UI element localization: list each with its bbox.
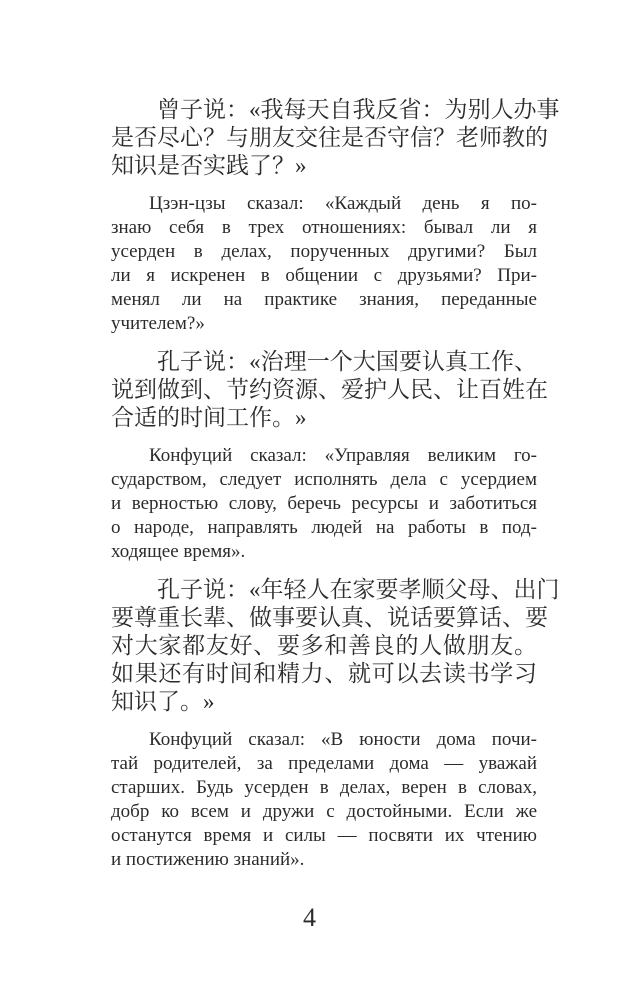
paragraph-ru-2 (111, 444, 537, 564)
paragraph-zh-2 (111, 348, 548, 432)
text-line: 知识是否实践了？» (111, 153, 307, 178)
text-line: 孔子说：«年轻人在家要孝顺父母、出门 (157, 577, 560, 602)
text-line: 曾子说：«我每天自我反省：为别人办事 (157, 97, 560, 122)
paragraph-ru-1 (111, 192, 537, 336)
text-line: 如果还有时间和精力、就可以去读书学习 (111, 661, 537, 686)
text-line: 对大家都友好、要多和善良的人做朋友。 (111, 633, 537, 658)
text-line: усерден в делах, порученных другими? Был (111, 241, 537, 262)
text-line: старших. Будь усерден в делах, верен в словах, (111, 777, 537, 798)
paragraph-zh-3 (111, 576, 560, 716)
text-line: 要尊重长辈、做事要认真、说话要算话、要 (111, 605, 548, 630)
paragraph-zh-1 (111, 96, 560, 180)
text-line: и постижению знаний». (111, 849, 305, 870)
text-line: Конфуций сказал: «В юности дома почи- (149, 729, 537, 750)
page-number: 4 (303, 903, 316, 932)
text-line: 合适的时间工作。» (111, 405, 307, 430)
text-line: добр ко всем и дружи с достойными. Если же (111, 801, 537, 822)
text-line: 知识了。» (111, 689, 215, 714)
text-line: останутся время и силы — посвяти их чтению (111, 825, 537, 846)
text-line: учителем?» (111, 313, 205, 334)
text-line: тай родителей, за пределами дома — уважай (111, 753, 537, 774)
text-line: и верностью слову, беречь ресурсы и заботиться (111, 493, 537, 514)
text-line: о народе, направлять людей на работы в под- (111, 517, 537, 538)
text-line: знаю себя в трех отношениях: бывал ли я (111, 217, 537, 238)
paragraph-ru-3 (111, 728, 537, 872)
text-column (111, 96, 560, 884)
text-line: ли я искренен в общении с друзьями? При- (111, 265, 537, 286)
text-line: сударством, следует исполнять дела с усердием (111, 469, 537, 490)
text-line: ходящее время». (111, 541, 246, 562)
text-line: менял ли на практике знания, переданные (111, 289, 537, 310)
text-line: 说到做到、节约资源、爱护人民、让百姓在 (111, 377, 548, 402)
text-line: 是否尽心？与朋友交往是否守信？老师教的 (111, 125, 548, 150)
text-line: Конфуций сказал: «Управляя великим го- (149, 445, 537, 466)
text-line: Цзэн-цзы сказал: «Каждый день я по- (149, 193, 537, 214)
text-line: 孔子说：«治理一个大国要认真工作、 (157, 349, 537, 374)
